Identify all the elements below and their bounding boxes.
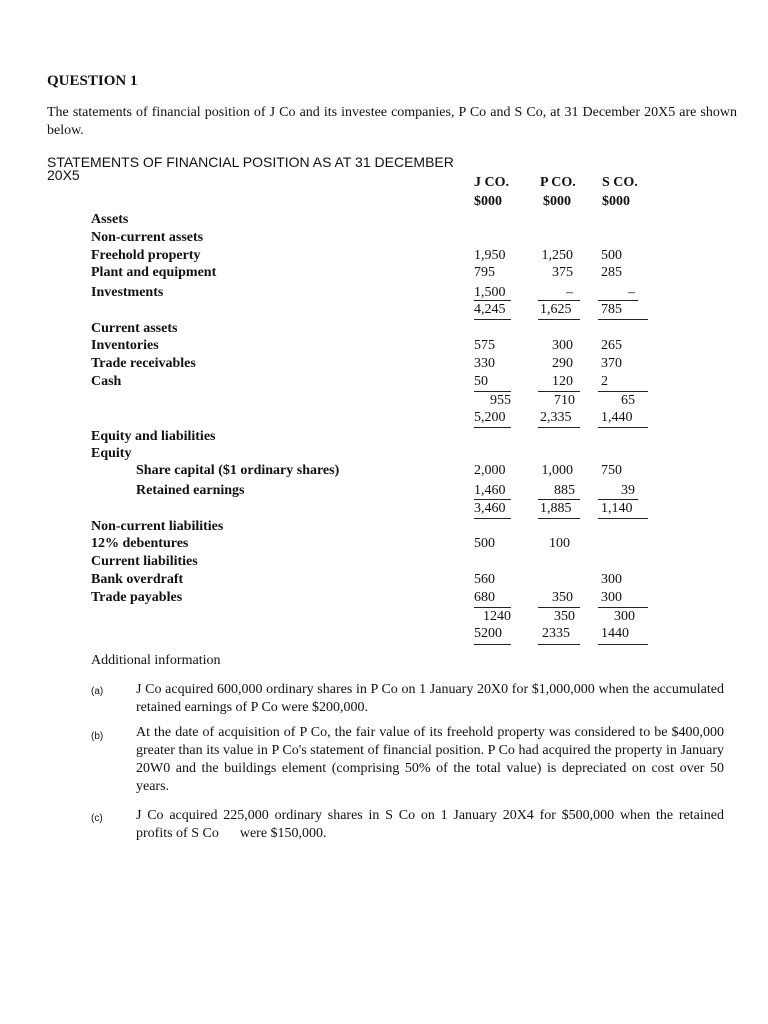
- note-c-text: J Co acquired 225,000 ordinary shares in S Co on 1 January 20X4 for $500,000 when the retained profits of S Co were $150,000.: [136, 808, 728, 841]
- value-cash-pco: 120: [552, 374, 573, 389]
- rule-equity-sco: [598, 499, 638, 500]
- table-title-year: 20X5: [47, 167, 80, 183]
- value-receivables-jco: 330: [474, 356, 495, 371]
- value-overdraft-sco: 300: [601, 572, 622, 587]
- value-inventories-jco: 575: [474, 338, 495, 353]
- note-b-label: (b): [91, 731, 104, 742]
- value-retained-sco: 39: [621, 483, 635, 498]
- rule-cl-jco: [474, 607, 511, 608]
- label-current-assets: Current assets: [91, 321, 178, 336]
- rule-cl-pco: [538, 607, 580, 608]
- rule-el-total-pco: [538, 644, 580, 645]
- col-unit-sco: $000: [602, 194, 630, 209]
- rule-assets-total-jco: [474, 427, 511, 428]
- value-payables-sco: 300: [601, 590, 622, 605]
- value-el-total-jco: 5200: [474, 626, 502, 641]
- label-equity-liabilities: Equity and liabilities: [91, 429, 216, 444]
- value-ca-total-sco: 65: [621, 393, 635, 408]
- value-nca-total-jco: 4,245: [474, 302, 506, 317]
- value-equity-total-sco: 1,140: [601, 501, 633, 516]
- rule-nca-pco: [538, 300, 580, 301]
- value-assets-total-sco: 1,440: [601, 410, 633, 425]
- label-payables: Trade payables: [91, 590, 183, 605]
- value-el-total-sco: 1440: [601, 626, 629, 641]
- value-payables-jco: 680: [474, 590, 495, 605]
- rule-equity-total-jco: [474, 518, 511, 519]
- value-cl-total-jco: 1240: [483, 609, 511, 624]
- rule-el-total-sco: [598, 644, 648, 645]
- rule-ca-pco: [538, 391, 580, 392]
- label-receivables: Trade receivables: [91, 356, 196, 371]
- value-freehold-sco: 500: [601, 248, 622, 263]
- value-plant-pco: 375: [552, 265, 573, 280]
- value-overdraft-jco: 560: [474, 572, 495, 587]
- note-c-label: (c): [91, 813, 103, 824]
- value-equity-total-pco: 1,885: [540, 501, 572, 516]
- value-investments-pco: –: [566, 285, 573, 300]
- value-freehold-jco: 1,950: [474, 248, 506, 263]
- value-ca-total-jco: 955: [490, 393, 511, 408]
- label-cash: Cash: [91, 374, 122, 389]
- rule-nca-sco: [598, 300, 638, 301]
- rule-nca-jco: [474, 300, 511, 301]
- col-unit-pco: $000: [543, 194, 571, 209]
- label-non-current-assets: Non-current assets: [91, 230, 204, 245]
- rule-ca-jco: [474, 391, 511, 392]
- rule-equity-pco: [538, 499, 580, 500]
- value-equity-total-jco: 3,460: [474, 501, 506, 516]
- col-header-sco: S CO.: [602, 175, 638, 190]
- value-el-total-pco: 2335: [542, 626, 570, 641]
- value-plant-sco: 285: [601, 265, 622, 280]
- value-receivables-sco: 370: [601, 356, 622, 371]
- table-title: STATEMENTS OF FINANCIAL POSITION AS AT 31 DECEMBER: [47, 154, 454, 170]
- value-debentures-jco: 500: [474, 536, 495, 551]
- value-share-capital-pco: 1,000: [541, 463, 573, 478]
- note-a-label: (a): [91, 686, 104, 697]
- label-overdraft: Bank overdraft: [91, 572, 184, 587]
- value-assets-total-pco: 2,335: [540, 410, 572, 425]
- label-inventories: Inventories: [91, 338, 159, 353]
- label-equity: Equity: [91, 446, 132, 461]
- rule-cl-sco: [598, 607, 648, 608]
- rule-nca-total-pco: [538, 319, 580, 320]
- value-payables-pco: 350: [552, 590, 573, 605]
- rule-assets-total-sco: [598, 427, 648, 428]
- value-ca-total-pco: 710: [554, 393, 575, 408]
- value-nca-total-sco: 785: [601, 302, 622, 317]
- value-inventories-pco: 300: [552, 338, 573, 353]
- value-receivables-pco: 290: [552, 356, 573, 371]
- rule-assets-total-pco: [538, 427, 580, 428]
- label-freehold: Freehold property: [91, 248, 201, 263]
- value-cash-jco: 50: [474, 374, 488, 389]
- value-debentures-pco: 100: [549, 536, 570, 551]
- label-debentures: 12% debentures: [91, 536, 189, 551]
- rule-equity-jco: [474, 499, 511, 500]
- label-plant: Plant and equipment: [91, 265, 217, 280]
- value-retained-jco: 1,460: [474, 483, 506, 498]
- value-inventories-sco: 265: [601, 338, 622, 353]
- rule-el-total-jco: [474, 644, 511, 645]
- value-plant-jco: 795: [474, 265, 495, 280]
- rule-nca-total-jco: [474, 319, 511, 320]
- value-cash-sco: 2: [601, 374, 608, 389]
- label-ncl: Non-current liabilities: [91, 519, 224, 534]
- value-assets-total-jco: 5,200: [474, 410, 506, 425]
- label-share-capital: Share capital ($1 ordinary shares): [136, 463, 340, 478]
- value-retained-pco: 885: [554, 483, 575, 498]
- note-a-text: J Co acquired 600,000 ordinary shares in P Co on 1 January 20X0 for $1,000,000 when the accumulated retained earnings of P Co were $200,000.: [136, 682, 724, 715]
- rule-equity-total-pco: [538, 518, 580, 519]
- value-nca-total-pco: 1,625: [540, 302, 572, 317]
- intro-paragraph: The statements of financial position of J Co and its investee companies, P Co and S Co, at 31 December 20X5 are shown below.: [47, 105, 737, 138]
- col-header-jco: J CO.: [474, 175, 509, 190]
- value-freehold-pco: 1,250: [541, 248, 573, 263]
- col-unit-jco: $000: [474, 194, 502, 209]
- label-retained: Retained earnings: [136, 483, 245, 498]
- question-heading: QUESTION 1: [47, 73, 138, 89]
- label-current-liabilities: Current liabilities: [91, 554, 198, 569]
- value-share-capital-jco: 2,000: [474, 463, 506, 478]
- value-investments-jco: 1,500: [474, 285, 506, 300]
- col-header-pco: P CO.: [540, 175, 576, 190]
- rule-equity-total-sco: [598, 518, 648, 519]
- rule-ca-sco: [598, 391, 648, 392]
- note-b-text: At the date of acquisition of P Co, the fair value of its freehold property was considered to be $400,000 greater than its value in P Co's statement of financial position. P Co had acquired the property in January 20W0 and the buildings element (comprising 50% of the total value) is depreciated on cost over 50 years.: [136, 725, 724, 794]
- additional-info-heading: Additional information: [91, 653, 221, 668]
- value-investments-sco: –: [628, 285, 635, 300]
- value-share-capital-sco: 750: [601, 463, 622, 478]
- value-cl-total-sco: 300: [614, 609, 635, 624]
- label-investments: Investments: [91, 285, 164, 300]
- rule-nca-total-sco: [598, 319, 648, 320]
- label-assets: Assets: [91, 212, 129, 227]
- value-cl-total-pco: 350: [554, 609, 575, 624]
